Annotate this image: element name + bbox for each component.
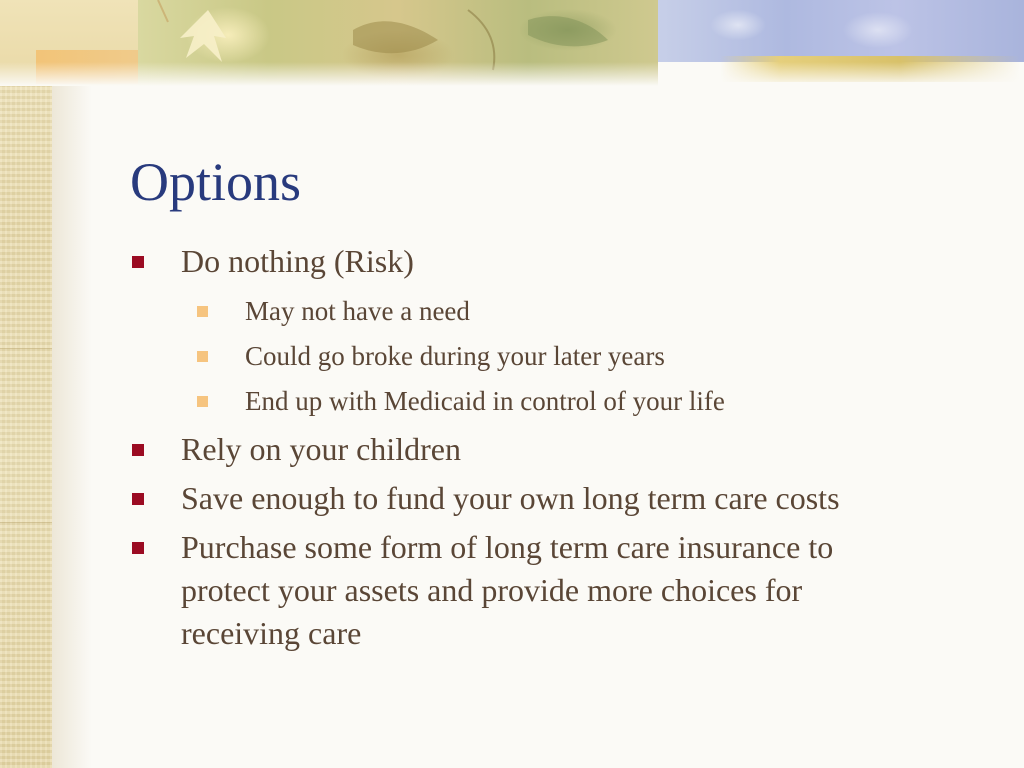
sub-bullet-text: End up with Medicaid in control of your life bbox=[245, 386, 725, 416]
bullet-text: Save enough to fund your own long term care costs bbox=[181, 480, 840, 516]
bullet-text: Rely on your children bbox=[181, 431, 461, 467]
decorative-banner bbox=[0, 0, 1024, 86]
sub-bullet-text: Could go broke during your later years bbox=[245, 341, 665, 371]
square-bullet-icon bbox=[132, 444, 144, 456]
square-bullet-icon bbox=[132, 256, 144, 268]
square-bullet-icon bbox=[132, 493, 144, 505]
bullet-item bbox=[130, 240, 910, 283]
square-bullet-icon bbox=[197, 396, 208, 407]
bullet-text: Purchase some form of long term care insurance to protect your assets and provide more choices for receiving care bbox=[181, 529, 834, 651]
bullet-list bbox=[130, 240, 910, 661]
left-shadow bbox=[52, 84, 92, 768]
strip-seam bbox=[0, 522, 52, 523]
left-texture-strip bbox=[0, 0, 52, 768]
bullet-item bbox=[130, 477, 910, 520]
strip-seam bbox=[0, 348, 52, 349]
slide-title: Options bbox=[130, 152, 302, 212]
sub-bullet-item bbox=[130, 289, 910, 334]
sub-bullet-text: May not have a need bbox=[245, 296, 470, 326]
sub-bullet-item bbox=[130, 379, 910, 424]
square-bullet-icon bbox=[197, 306, 208, 317]
sub-bullet-item bbox=[130, 334, 910, 379]
square-bullet-icon bbox=[197, 351, 208, 362]
bullet-text: Do nothing (Risk) bbox=[181, 243, 414, 279]
square-bullet-icon bbox=[132, 542, 144, 554]
bullet-item bbox=[130, 526, 910, 655]
banner-fade bbox=[0, 62, 1024, 86]
bullet-item bbox=[130, 428, 910, 471]
banner-blue-texture bbox=[658, 0, 1024, 62]
